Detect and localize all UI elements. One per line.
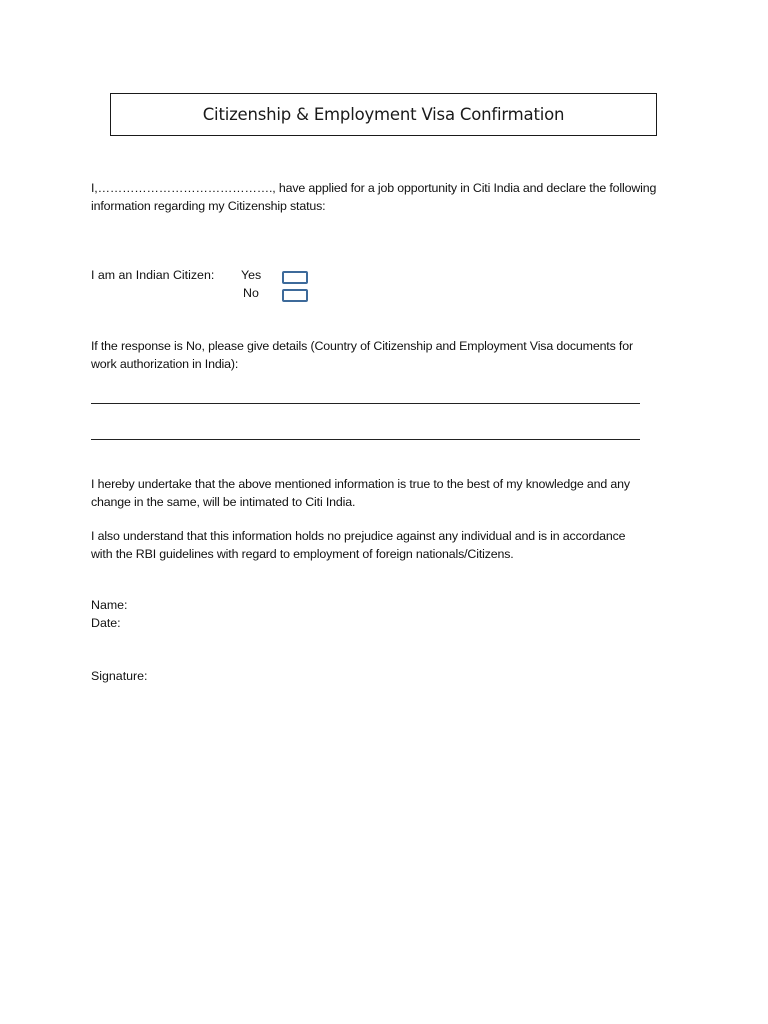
no-checkbox[interactable] (282, 289, 308, 302)
declaration-line-2: information regarding my Citizenship status: (91, 199, 326, 213)
understand-paragraph (91, 527, 681, 563)
declaration-paragraph (91, 179, 681, 215)
details-paragraph (91, 337, 681, 373)
undertake-line-1: I hereby undertake that the above mentioned information is true to the best of my knowledge and any (91, 477, 630, 491)
document-title: Citizenship & Employment Visa Confirmation (202, 105, 565, 124)
option-yes-label: Yes (241, 268, 262, 282)
date-label: Date: (91, 616, 121, 630)
yes-checkbox[interactable] (282, 271, 308, 284)
details-line-2: work authorization in India): (91, 357, 239, 371)
option-no-label: No (243, 286, 259, 300)
name-label: Name: (91, 598, 128, 612)
details-line-1: If the response is No, please give details (Country of Citizenship and Employment Visa documents for (91, 339, 633, 353)
citizen-question-row (91, 266, 391, 306)
undertake-line-2: change in the same, will be intimated to Citi India. (91, 495, 356, 509)
declaration-line-1: I,……………………………………., have applied for a job opportunity in Citi India and declare the following (91, 181, 657, 195)
signature-label: Signature: (91, 669, 148, 683)
details-blank-line-1[interactable] (91, 403, 640, 404)
details-blank-line-2[interactable] (91, 439, 640, 440)
citizen-question-label: I am an Indian Citizen: (91, 268, 215, 282)
understand-line-2: with the RBI guidelines with regard to employment of foreign nationals/Citizens. (91, 547, 514, 561)
undertake-paragraph (91, 475, 681, 511)
title-box (110, 93, 657, 136)
understand-line-1: I also understand that this information holds no prejudice against any individual and is in accordance (91, 529, 626, 543)
